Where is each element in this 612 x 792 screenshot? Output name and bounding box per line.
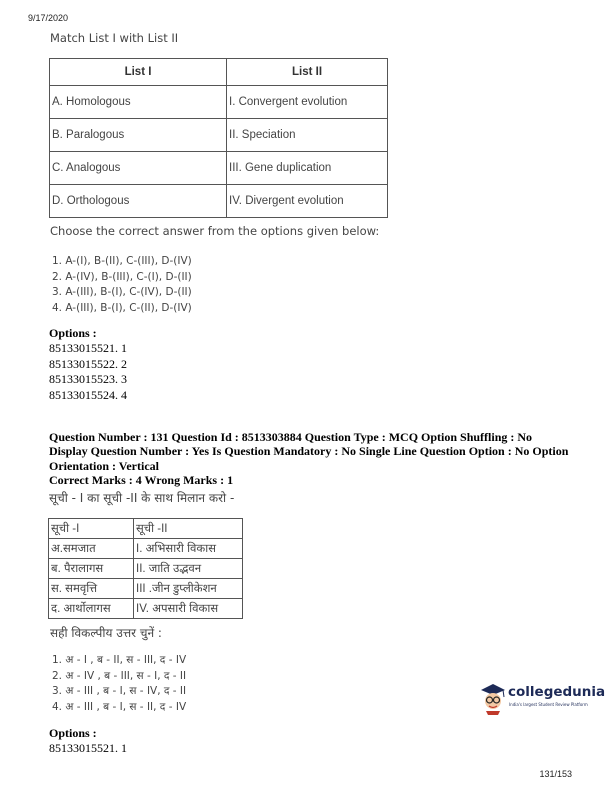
question1-instruction: Choose the correct answer from the options given below: — [50, 224, 380, 238]
question1-options — [49, 326, 127, 403]
choice-item: 3. अ - III , ब - I, स - IV, द - II — [52, 685, 187, 698]
match-table-english — [49, 58, 388, 218]
choice-item: 1. अ - I , ब - II, स - III, द - IV — [52, 654, 187, 666]
table-cell: IV. अपसारी विकास — [134, 599, 243, 619]
table-cell: द. आर्थोलागस — [49, 599, 134, 619]
question1-choices — [52, 254, 192, 317]
logo-tagline: India's largest Student Review Platform — [509, 702, 588, 707]
choice-item: 1. A-(I), B-(II), C-(III), D-(IV) — [52, 255, 192, 267]
table-cell: अ.समजात — [49, 539, 134, 559]
table-row — [50, 152, 388, 185]
question2-options — [49, 726, 127, 757]
table-cell: I. Convergent evolution — [227, 86, 388, 119]
option-id: 85133015523. 3 — [49, 372, 127, 387]
header-list-2: List II — [227, 59, 388, 86]
question1-title: Match List I with List II — [50, 31, 179, 45]
table-cell: C. Analogous — [50, 152, 227, 185]
table-cell: IV. Divergent evolution — [227, 185, 388, 218]
meta-line: Question Number : 131 Question Id : 8513303884 Question Type : MCQ Option Shuffling : No — [49, 430, 533, 444]
header-list-1: List I — [50, 59, 227, 86]
table-cell: D. Orthologous — [50, 185, 227, 218]
table-cell: A. Homologous — [50, 86, 227, 119]
table-cell: III .जीन डुप्लीकेशन — [134, 579, 243, 599]
choice-item: 4. A-(III), B-(I), C-(II), D-(IV) — [52, 302, 192, 315]
option-id: 85133015521. 1 — [49, 741, 127, 755]
table-cell: सूची -II — [134, 519, 243, 539]
options-label: Options : — [49, 726, 97, 740]
table-header-row — [50, 59, 388, 86]
table-row — [50, 86, 388, 119]
choice-item: 4. अ - III , ब - I, स - II, द - IV — [52, 701, 187, 714]
table-cell: II. Speciation — [227, 119, 388, 152]
table-cell: सूची -I — [49, 519, 134, 539]
print-date: 9/17/2020 — [28, 13, 69, 23]
option-id: 85133015522. 2 — [49, 356, 127, 371]
meta-line: Orientation : Vertical — [49, 458, 159, 473]
logo-wordmark: collegedunia — [508, 684, 606, 700]
collegedunia-mascot-icon — [478, 681, 508, 715]
question2-meta — [49, 430, 589, 488]
options-label: Options : — [49, 326, 97, 340]
table-row — [49, 599, 243, 619]
table-row — [49, 579, 243, 599]
question2-title: सूची - I का सूची -II के साथ मिलान करो - — [49, 491, 235, 505]
table-row — [49, 539, 243, 559]
table-row — [49, 559, 243, 579]
table-cell: ब. पैरालागस — [49, 559, 134, 579]
table-row — [50, 119, 388, 152]
marks-line: Correct Marks : 4 Wrong Marks : 1 — [49, 473, 234, 488]
choice-item: 3. A-(III), B-(I), C-(IV), D-(II) — [52, 286, 192, 299]
table-cell: B. Paralogous — [50, 119, 227, 152]
meta-line: Display Question Number : Yes Is Question Mandatory : No Single Line Question Option : No Option — [49, 444, 569, 459]
choice-item: 2. अ - IV , ब - III, स - I, द - II — [52, 669, 187, 682]
choice-item: 2. A-(IV), B-(III), C-(I), D-(II) — [52, 270, 192, 283]
table-cell: स. समवृत्ति — [49, 579, 134, 599]
option-id: 85133015524. 4 — [49, 387, 127, 402]
page-number: 131/153 — [539, 769, 572, 779]
table-cell: I. अभिसारी विकास — [134, 539, 243, 559]
question2-instruction: सही विकल्पीय उत्तर चुनें : — [50, 626, 162, 640]
question2-choices — [52, 653, 186, 716]
table-cell: III. Gene duplication — [227, 152, 388, 185]
match-table-hindi — [48, 518, 243, 619]
table-cell: II. जाति उद्भवन — [134, 559, 243, 579]
table-row — [50, 185, 388, 218]
table-row — [49, 519, 243, 539]
option-id: 85133015521. 1 — [49, 341, 127, 355]
